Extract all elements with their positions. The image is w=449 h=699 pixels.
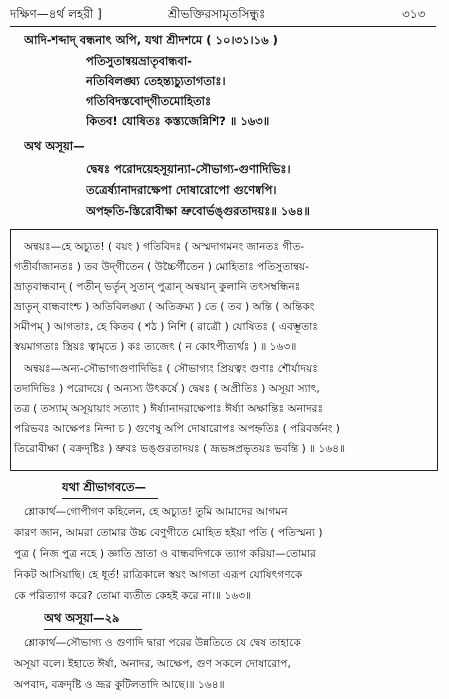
commentary-line: পরিভবঃ আক্ষেপঃ নিন্দা চ ) গুণেষু অপি দোষারোপঃ অপহ্নতিঃ ( পরিবর্জনং ) — [14, 423, 340, 435]
translation-163-line: শ্লোকার্থ—গোপীগণ কহিলেন, হে অচ্যুত! তুমি আমাদের আগমন — [24, 506, 288, 518]
translation-163-intro: যথা শ্রীভাগবতে— — [62, 480, 146, 494]
commentary-line: গতীর্বাজানতঃ ) তব উদ্‌গীতেন ( উচ্চৈর্গীতেন ) মোহিতাঃ পতিসুতান্বয়- — [14, 261, 309, 273]
commentary-line: ভ্রাতৃবান্ধবান্‌ ( পতীন্‌ ভর্তৄন্‌ সুতান্‌ পুত্রান্‌ অন্বয়ান্‌ কুলানি তৎসম্বন্ধিনঃ — [14, 281, 301, 293]
translation-164-line: অপবাদ, বক্রদৃষ্টি ও ভ্রূর কুটিলতাদি আছে।॥ ১৬৪॥ — [14, 679, 225, 691]
verse-163-line-1: পতিসুতান্বয়ভ্রাতৃবান্ধবা- — [86, 54, 192, 68]
verse-163-intro: আদি-শব্দাদ্‌ বন্ধনাৎ অপি, যথা শ্রীদশমে ( ১০।৩১।১৬ ) — [24, 33, 278, 47]
header-book-title: শ্রীভক্তিরসামৃতসিন্ধুঃ — [168, 7, 266, 21]
intro-underline — [44, 629, 142, 630]
header-rule — [10, 26, 436, 27]
verse-164-intro: অথ অসূয়া— — [24, 139, 85, 153]
verse-164-line-1: দ্বেষঃ পরোদয়েহসূয়ান্যা-সৌভাগ্য-গুণাদিভিঃ। — [86, 162, 291, 176]
commentary-line: সমীপম্‌ ) আগতাঃ, হে কিতব ( শঠ ) নিশি ( রাত্রৌ ) যোষিতঃ ( এবম্ভূতাঃ — [14, 321, 318, 333]
verse-163-line-2: নতিবিলঙ্ঘ্য তেহন্ত্যচ্যুতাগতাঃ। — [86, 74, 226, 88]
verse-163-line-4: কিতব! যোষিতঃ কস্ত্যজেন্নিশি? ॥ ১৬৩॥ — [86, 114, 270, 128]
intro-underline — [62, 498, 158, 499]
commentary-line: অন্বয়ঃ—অন্য-সৌভাগ্যগুণাদিভিঃ ( সৌভাগ্যং প্রিয়ত্বং গুণাঃ শৌর্যাদয়ঃ — [24, 363, 318, 375]
translation-164-line: অসূয়া বলে। ইহাতে ঈর্ষা, অনাদর, আক্ষেপ, গুণ সকলে দোষারোপ, — [14, 658, 291, 670]
verse-164-line-2: তত্রের্ষ্যানাদরাক্ষেপা দোষারোপো গুণেষ্বপি। — [86, 183, 277, 197]
commentary-line: তত্র ( তস্যাম্‌ অসূয়ায়াং সত্যাং ) ঈর্ষ্যানাদরাক্ষেপাঃ ঈর্ষ্যা অক্ষান্তিঃ অনাদরঃ — [14, 403, 324, 415]
translation-163-line: কারণ জান, আমরা তোমার উচ্চ বেণুগীতে মোহিত হইয়া পতি ( পতিস্মন্য ) — [14, 527, 323, 539]
commentary-line: ভ্রাতৄন্‌ বান্ধবাংশ্চ ) অতিবিলঙ্ঘ্য ( অতিক্রম্য ) তে ( তব ) অন্তি ( অন্তিকং — [14, 301, 315, 313]
verse-164-line-3: অপহ্নতি-স্তিরোবীক্ষা ভ্রুবোর্ভঙ্গুরতাদয়ঃ॥ ১৬৪॥ — [86, 204, 310, 218]
translation-163-line: নিকট আসিয়াছি। হে ধূর্ত! রাত্রিকালে স্বয়ং আগতা এরূপ যোষিৎগণকে — [14, 569, 303, 581]
translation-164-line: শ্লোকার্থ—সৌভাগ্য ও গুণাদি দ্বারা পরের উন্নতিতে যে দ্বেষ তাহাকে — [24, 637, 301, 649]
header-section-title: দক্ষিণ—৪র্থ লহরী ] — [10, 7, 102, 21]
page-number: ৩১৩ — [402, 7, 426, 21]
verse-163-line-3: গতিবিদস্তবোদ্‌গীতমোহিতাঃ — [86, 94, 212, 108]
commentary-line: স্বয়মাগতাঃ স্ত্রিয়ঃ ত্বামৃতে ) কঃ ত্যজেৎ ( ন কোঽপীত্যর্থঃ ) ॥ ১৬৩॥ — [14, 341, 297, 353]
translation-163-line: কে পরিত্যাগ করে? তোমা ব্যতীত কেহই করে না।॥ ১৬৩॥ — [14, 590, 252, 602]
translation-163-line: পুত্র ( নিজ পুত্র নহে ) জ্ঞাতি ভ্রাতা ও বান্ধবদিগকে ত্যাগ করিয়া—তোমার — [14, 548, 316, 560]
commentary-line: তিরোবীক্ষা ( বক্রদৃষ্টিঃ ) ভ্রুবঃ ভঙ্গুরতাদয়ঃ ( ভ্রূভঙ্গপ্রভৃতয়ঃ ভবন্তি ) ॥ ১৬৪॥ — [14, 443, 346, 455]
commentary-line: তদাদিভিঃ ) পরোদয়ে ( অন্যস্য উৎকর্ষে ) দ্বেষঃ ( অপ্রীতিঃ ) অসূয়া স্যাৎ, — [14, 383, 320, 395]
commentary-line: অন্বয়ঃ—হে অচ্যুত! ( বয়ং ) গতিবিদঃ ( অস্মদাগমনং জানতঃ গীত- — [24, 241, 305, 253]
translation-164-intro: অথ অসূয়া—২৯ — [44, 611, 120, 625]
